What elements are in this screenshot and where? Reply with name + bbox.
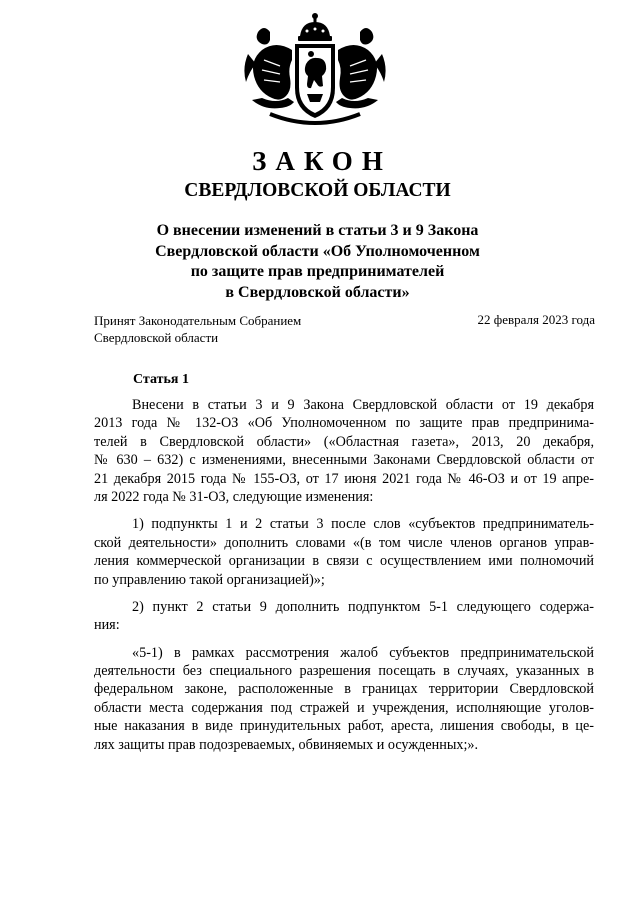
adopted-by-line: Свердловской области (94, 330, 219, 345)
document-region: СВЕРДЛОВСКОЙ ОБЛАСТИ (184, 180, 451, 201)
document-title: ЗАКОН (252, 146, 392, 176)
law-name-line: в Свердловской области» (225, 283, 410, 301)
text-line: по управлению такой организацией)»; (94, 571, 325, 588)
text-line: ные наказания в виде принудительных работ, ареста, лишения свободы, в це- (94, 718, 594, 735)
law-name-line: Свердловской области «Об Уполномоченном (155, 242, 480, 260)
text-line: ля 2022 года № 31-ОЗ, следующие изменения: (94, 488, 374, 505)
article-heading: Статья 1 (133, 372, 189, 387)
paragraph (94, 644, 594, 754)
adopted-date: 22 февраля 2023 года (477, 312, 595, 327)
paragraph (94, 598, 594, 635)
text-line: ления коммерческой организации в связи с осуществлением ими полномочий (94, 553, 594, 570)
text-line: лях защиты прав подозреваемых, обвиняемых и осужденных;». (94, 736, 479, 753)
law-name-line: О внесении изменений в статьи 3 и 9 Закона (156, 222, 479, 239)
text-line: 2) пункт 2 статьи 9 дополнить подпунктом 5-1 следующего содержа- (132, 598, 594, 615)
text-line: 21 декабря 2015 года № 155-ОЗ, от 17 июня 2021 года № 46-ОЗ и от 19 апре- (94, 470, 594, 487)
text-line: № 630 – 632) с изменениями, внесенными Законами Свердловской области от (94, 452, 594, 469)
law-name-line: по защите прав предпринимателей (190, 263, 445, 280)
text-line: области места содержания под стражей и учреждения, исполняющие уголов- (94, 699, 594, 716)
text-line: 2013 года № 132-ОЗ «Об Уполномоченном по защите прав предпринима- (94, 415, 594, 432)
text-line: деятельности без специального разрешения посещать в случаях, указанных в (94, 663, 594, 680)
paragraph (94, 515, 594, 589)
text-line: федеральном законе, расположенные в границах территории Свердловской (94, 681, 594, 698)
adopted-by-line: Принят Законодательным Собранием (94, 313, 302, 328)
text-line: «5-1) в рамках рассмотрения жалоб субъектов предпринимательской (132, 644, 594, 661)
text-line: ской деятельности» дополнить словами «(в том числе членов органов управ- (94, 534, 594, 551)
article-body (94, 396, 594, 754)
adopted-by (94, 312, 301, 346)
law-name (0, 221, 635, 303)
text-line: телей в Свердловской области» («Областная газета», 2013, 20 декабря, (94, 433, 594, 450)
text-line: Внесени в статьи 3 и 9 Закона Свердловской области от 19 декабря (132, 397, 594, 413)
coat-of-arms-emblem (240, 10, 390, 128)
text-line: ния: (94, 617, 120, 634)
paragraph (94, 396, 594, 506)
text-line: 1) подпункты 1 и 2 статьи 3 после слов «субъектов предприниматель- (132, 516, 594, 533)
